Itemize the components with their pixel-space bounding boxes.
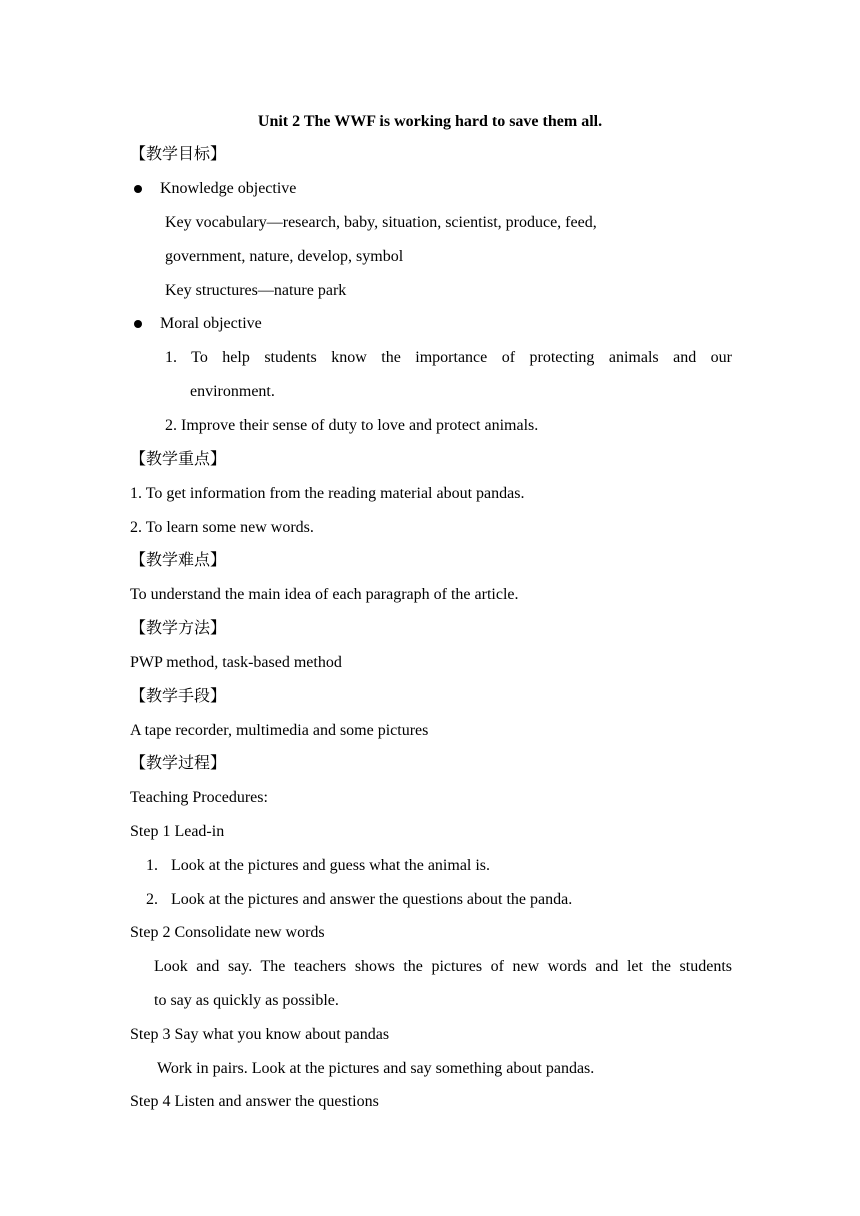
moral-objective-label: Moral objective bbox=[160, 315, 262, 332]
moral-item2: 2. Improve their sense of duty to love and protect animals. bbox=[165, 417, 539, 434]
step2-line2: to say as quickly as possible. bbox=[154, 992, 339, 1009]
moral-item1-line1: 1. To help students know the importance of protecting animals and our bbox=[165, 349, 732, 366]
step4-title: Step 4 Listen and answer the questions bbox=[130, 1093, 379, 1110]
step2-line1: Look and say. The teachers shows the pictures of new words and let the students bbox=[154, 958, 732, 975]
difficult-point-text: To understand the main idea of each paragraph of the article. bbox=[130, 586, 519, 603]
methods-text: PWP method, task-based method bbox=[130, 654, 342, 671]
step1-title: Step 1 Lead-in bbox=[130, 823, 225, 840]
key-vocabulary-line1: Key vocabulary—research, baby, situation, scientist, produce, feed, bbox=[165, 214, 597, 231]
step1-item-text: Look at the pictures and guess what the animal is. bbox=[171, 857, 491, 874]
step3-title: Step 3 Say what you know about pandas bbox=[130, 1026, 390, 1043]
step1-item-number: 2. bbox=[146, 891, 158, 908]
step1-item-number: 1. bbox=[146, 857, 158, 874]
knowledge-objective-label: Knowledge objective bbox=[160, 180, 297, 197]
teaching-aids-header: 【教学手段】 bbox=[130, 688, 227, 705]
step3-line1: Work in pairs. Look at the pictures and say something about pandas. bbox=[157, 1060, 595, 1077]
document-title: Unit 2 The WWF is working hard to save them all. bbox=[257, 113, 603, 130]
key-point-item: 2. To learn some new words. bbox=[130, 519, 314, 536]
difficult-points-header: 【教学难点】 bbox=[130, 552, 227, 569]
moral-item1-line2: environment. bbox=[190, 383, 275, 400]
step1-item-text: Look at the pictures and answer the questions about the panda. bbox=[171, 891, 573, 908]
key-structures: Key structures—nature park bbox=[165, 282, 347, 299]
key-points-header: 【教学重点】 bbox=[130, 451, 227, 468]
bullet-icon bbox=[134, 320, 142, 328]
teaching-aids-text: A tape recorder, multimedia and some pictures bbox=[130, 722, 429, 739]
step2-title: Step 2 Consolidate new words bbox=[130, 924, 325, 941]
key-point-item: 1. To get information from the reading material about pandas. bbox=[130, 485, 525, 502]
objectives-header: 【教学目标】 bbox=[130, 146, 227, 163]
process-header: 【教学过程】 bbox=[130, 755, 227, 772]
bullet-icon bbox=[134, 185, 142, 193]
methods-header: 【教学方法】 bbox=[130, 620, 227, 637]
procedures-label: Teaching Procedures: bbox=[130, 789, 268, 806]
key-vocabulary-line2: government, nature, develop, symbol bbox=[165, 248, 404, 265]
